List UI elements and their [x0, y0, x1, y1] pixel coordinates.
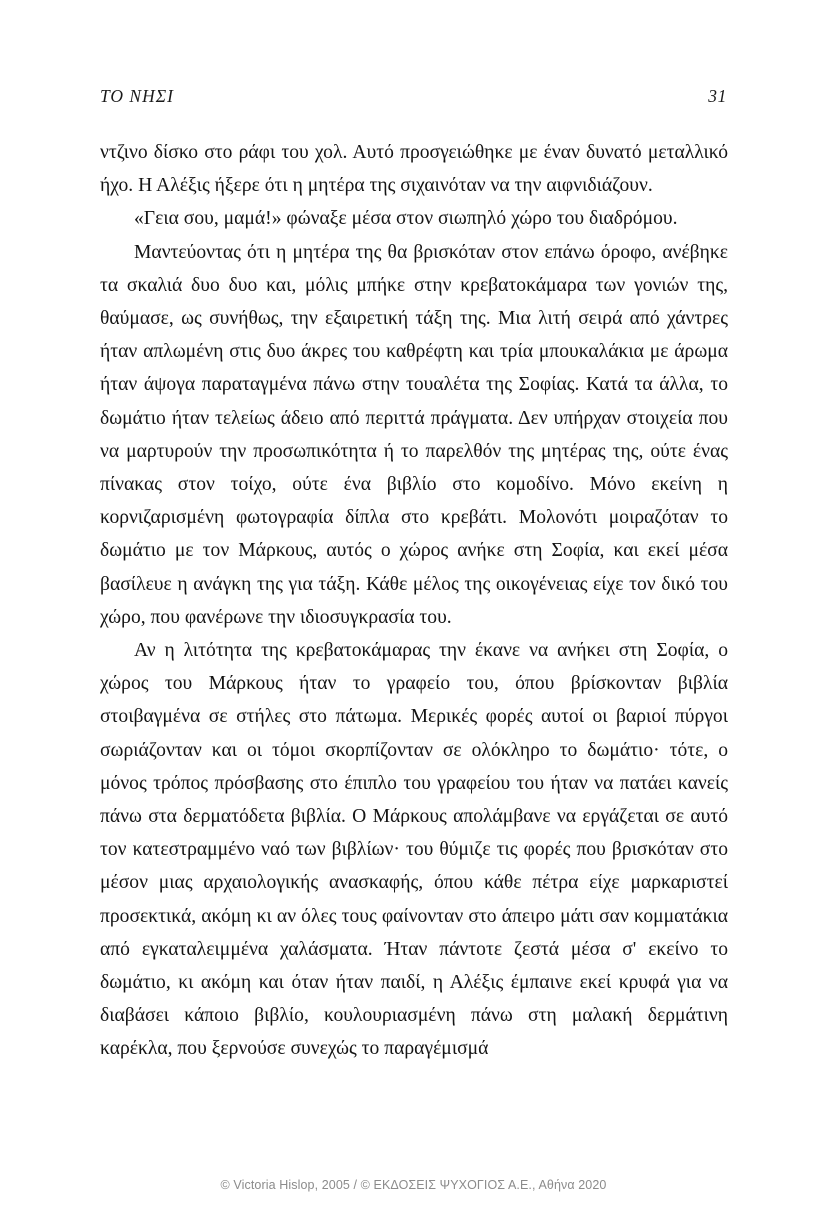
paragraph: Μαντεύοντας ότι η μητέρα της θα βρισκόταν στον επάνω όροφο, ανέβηκε τα σκαλιά δυο δυο και, μόλις μπήκε στην κρεβατοκάμαρα των γονιών της, θαύμασε, ως συνήθως, την εξαιρετική τάξη της. Μια λιτή σειρά από χάντρες ήταν απλωμένη στις δυο άκρες του καθρέφτη και τρία μπουκαλάκια με άρωμα ήταν άψογα παραταγμένα πάνω στην τουαλέτα της Σοφίας. Κατά τα άλλα, το δωμάτιο ήταν τελείως άδειο από περιττά πράγματα. Δεν υπήρχαν στοιχεία που να μαρτυρούν την προσωπικότητα ή το παρελθόν της μητέρας της, ούτε ένας πίνακας στον τοίχο, ούτε ένα βιβλίο στο κομοδίνο. Μόνο εκείνη η κορνιζαρισμένη φωτογραφία δίπλα στο κρεβάτι. Μολονότι μοιραζόταν το δωμάτιο με τον Μάρκους, αυτός ο χώρος ανήκε στη Σοφία, και εκεί μέσα βασίλευε η ανάγκη της για τάξη. Κάθε μέλος της οικογένειας είχε τον δικό του χώρο, που φανέρωνε την ιδιοσυγκρασία του. [100, 241, 728, 628]
paragraph: ντζινο δίσκο στο ράφι του χολ. Αυτό προσγειώθηκε με έναν δυνατό μεταλλικό ήχο. Η Αλέξις ήξερε ότι η μητέρα της σιχαινόταν να την αιφνιδιάζουν. [100, 142, 728, 197]
running-head [100, 86, 727, 110]
body-text [100, 136, 728, 1066]
running-head-title: ΤΟ ΝΗΣΙ [100, 86, 174, 106]
paragraph: «Γεια σου, μαμά!» φώναξε μέσα στον σιωπηλό χώρο του διαδρόμου. [134, 208, 678, 230]
paragraph: Αν η λιτότητα της κρεβατοκάμαρας την έκανε να ανήκει στη Σοφία, ο χώρος του Μάρκους ήταν το γραφείο του, όπου βρίσκονταν βιβλία στοιβαγμένα σε στήλες στο πάτωμα. Μερικές φορές αυτοί οι βαριοί πύργοι σωριάζονταν και οι τόμοι σκορπίζονταν σε ολόκληρο το δωμάτιο· τότε, ο μόνος τρόπος πρόσβασης στο έπιπλο του γραφείου του ήταν να πατάει κανείς πάνω στα δερματόδετα βιβλία. Ο Μάρκους απολάμβανε να εργάζεται σε αυτό τον κατεστραμμένο ναό των βιβλίων· του θύμιζε τις φορές που βρισκόταν στο μέσον μιας αρχαιολογικής ανασκαφής, όπου κάθε πέτρα είχε μαρκαριστεί προσεκτικά, ακόμη κι αν όλες τους φαίνονταν στο άπειρο μάτι σαν κομματάκια από εγκαταλειμμένα χαλάσματα. Ήταν πάντοτε ζεστά μέσα σ' εκείνο το δωμάτιο, κι ακόμη και όταν ήταν παιδί, η Αλέξις έμπαινε εκεί κρυφά για να διαβάσει κάποιο βιβλίο, κουλουριασμένη πάνω στη μαλακή δερμάτινη καρέκλα, που ξερνούσε συνεχώς το παραγέμισμά [100, 640, 728, 1060]
page-number: 31 [708, 86, 727, 106]
footer-copyright: © Victoria Hislop, 2005 / © ΕΚΔΟΣΕΙΣ ΨΥΧΟΓΙΟΣ Α.Ε., Αθήνα 2020 [220, 1178, 607, 1192]
